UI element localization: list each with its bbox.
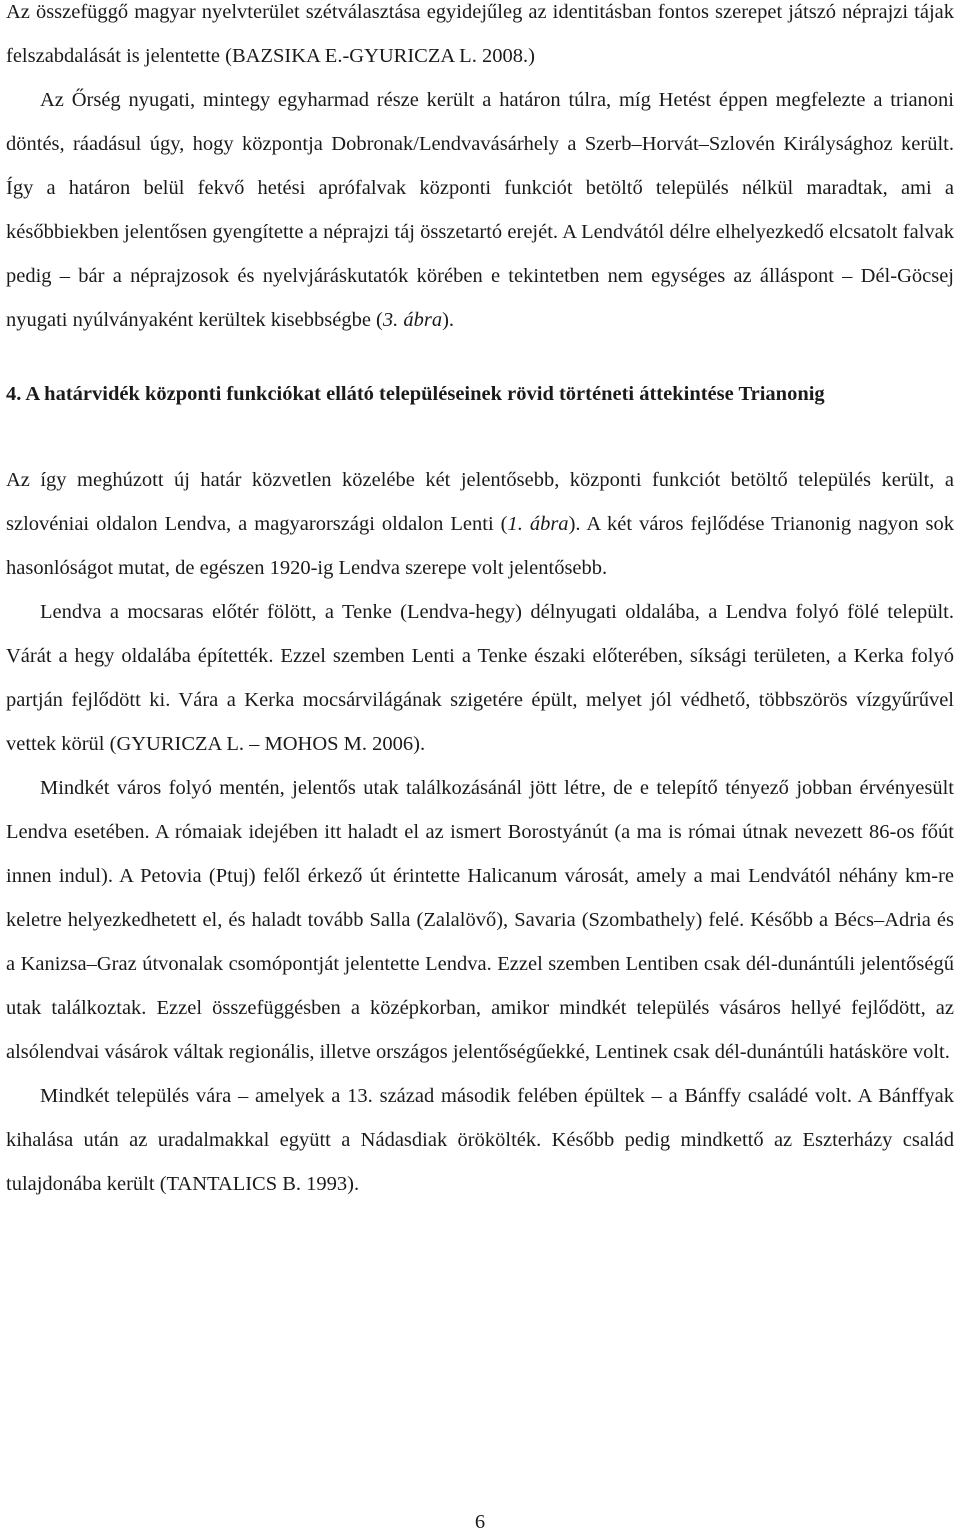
section-heading: 4. A határvidék központi funkciókat ellátó településeinek rövid történeti áttekintése Trianonig — [6, 383, 825, 405]
page-number: 6 — [474, 1511, 486, 1533]
paragraph-6 — [6, 1074, 954, 1206]
paragraph-2 — [6, 78, 954, 342]
paragraph-5 — [6, 766, 954, 1074]
paragraph-1 — [6, 0, 954, 78]
spacer — [6, 342, 954, 372]
document-page — [6, 0, 954, 1206]
paragraph-4-text: Lendva a mocsaras előtér fölött, a Tenke (Lendva-hegy) délnyugati oldalába, a Lendva folyó fölé települt. Várát a hegy oldalába építették. Ezzel szemben Lenti a Tenke északi előterében, síksági területen, a Kerka folyó partján fejlődött ki. Vára a Kerka mocsárvilágának szigetére épült, melyet jól védhető, többszörös vízgyűrűvel vettek körül (GYURICZA L. – MOHOS M. 2006). — [6, 601, 954, 755]
paragraph-3-tail: ). A két város fejlődése Trianonig nagyon sok hasonlóságot mutat, de egészen 1920-ig Lendva szerepe volt jelentősebb. — [6, 513, 954, 579]
paragraph-1-text: Az összefüggő magyar nyelvterület szétválasztása egyidejűleg az identitásban fontos szerepet játszó néprajzi tájak felszabdalását is jelentette (BAZSIKA E.-GYURICZA L. 2008.) — [6, 1, 954, 67]
paragraph-6-text: Mindkét település vára – amelyek a 13. század második felében épültek – a Bánffy családé volt. A Bánffyak kihalása után az uradalmakkal együtt a Nádasdiak örökölték. Később pedig mindkettő az Eszterházy család tulajdonába került (TANTALICS B. 1993). — [6, 1085, 954, 1195]
figure-reference: 1. ábra — [507, 513, 569, 535]
paragraph-2-tail: ). — [442, 309, 455, 331]
paragraph-3-text: Az így meghúzott új határ közvetlen közelébe két jelentősebb, központi funkciót betöltő település került, a szlovéniai oldalon Lendva, a magyarországi oldalon Lenti ( — [6, 469, 954, 535]
paragraph-2-text: Az Őrség nyugati, mintegy egyharmad része került a határon túlra, míg Hetést éppen megfelezte a trianoni döntés, ráadásul úgy, hogy központja Dobronak/Lendvavásárhely a Szerb–Horvát–Szlovén Királysághoz került. Így a határon belül fekvő hetési aprófalvak központi funkciót betöltő település nélkül maradtak, ami a későbbiekben jelentősen gyengítette a néprajzi táj összetartó erejét. A Lendvától délre elhelyezkedő elcsatolt falvak pedig – bár a néprajzosok és nyelvjáráskutatók körében e tekintetben nem egységes az álláspont – Dél-Göcsej nyugati nyúlványaként kerültek kisebbségbe ( — [6, 89, 954, 331]
paragraph-4 — [6, 590, 954, 766]
paragraph-3 — [6, 458, 954, 590]
paragraph-5-text: Mindkét város folyó mentén, jelentős utak találkozásánál jött létre, de e telepítő tényező jobban érvényesült Lendva esetében. A rómaiak idejében itt haladt el az ismert Borostyánút (a ma is római útnak nevezett 86-os főút innen indul). A Petovia (Ptuj) felől érkező út érintette Halicanum városát, amely a mai Lendvától néhány km-re keletre helyezkedhetett el, és haladt tovább Salla (Zalalövő), Savaria (Szombathely) felé. Később a Bécs–Adria és a Kanizsa–Graz útvonalak csomópontját jelentette Lendva. Ezzel szemben Lentiben csak dél-dunántúli jelentőségű utak találkoztak. Ezzel összefüggésben a középkorban, amikor mindkét település vásáros hellyé fejlődött, az alsólendvai vásárok váltak regionális, illetve országos jelentőségűekké, Lentinek csak dél-dunántúli hatásköre volt. — [6, 777, 954, 1063]
spacer — [6, 416, 954, 458]
figure-reference: 3. ábra — [382, 309, 443, 331]
